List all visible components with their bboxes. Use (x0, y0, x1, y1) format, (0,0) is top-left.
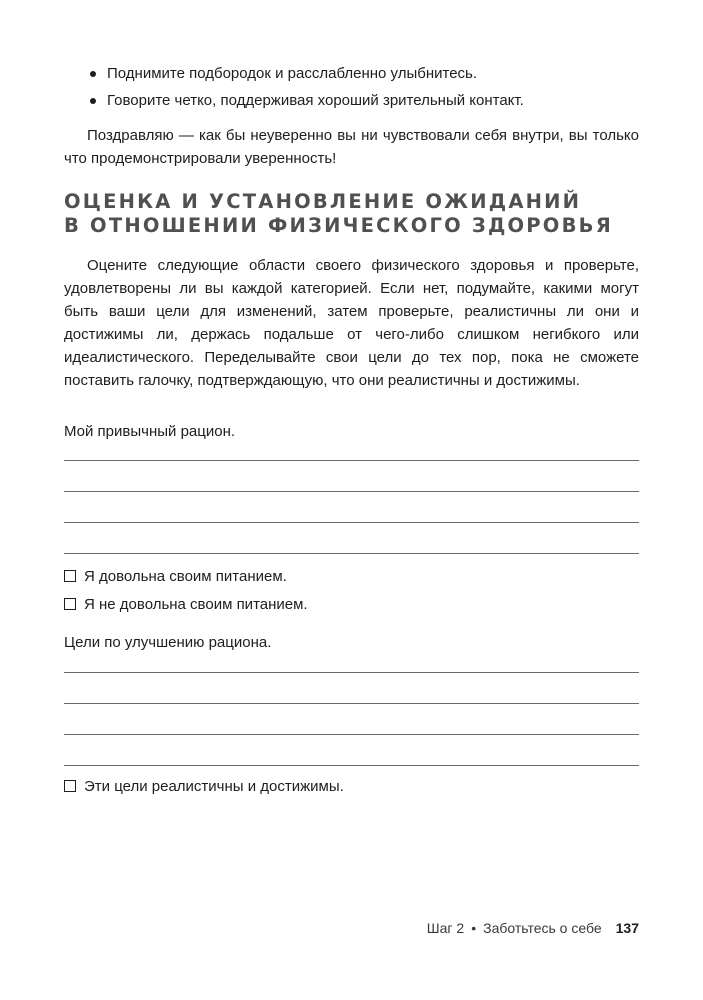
answer-line[interactable] (64, 703, 639, 704)
checkbox-icon[interactable] (64, 780, 76, 792)
checkbox-option-satisfied[interactable] (64, 565, 287, 588)
footer-step: Шаг 2 (426, 920, 465, 936)
list-item (64, 87, 639, 114)
answer-line[interactable] (64, 672, 639, 673)
checkbox-option-unsatisfied[interactable] (64, 593, 308, 616)
goals-prompt: Цели по улучшению рациона. (64, 634, 272, 651)
answer-line[interactable] (64, 460, 639, 461)
checkbox-option-realistic[interactable] (64, 775, 344, 798)
tip-text: Поднимите подбородок и расслабленно улыбнитесь. (107, 65, 478, 82)
bullet-icon (90, 98, 96, 104)
checkbox-icon[interactable] (64, 598, 76, 610)
footer-chapter: Заботьтесь о себе (483, 920, 602, 936)
footer-separator: • (471, 920, 477, 936)
checkbox-label: Эти цели реалистичны и достижимы. (84, 778, 344, 795)
answer-line[interactable] (64, 553, 639, 554)
checkbox-icon[interactable] (64, 570, 76, 582)
page-footer (427, 918, 639, 938)
list-item (64, 60, 639, 87)
intro-paragraph: Поздравляю — как бы неуверенно вы ни чувствовали себя внутри, вы только что продемонстрировали уверенность! (64, 127, 639, 167)
checkbox-label: Я довольна своим питанием. (84, 568, 287, 585)
instructions-paragraph: Оцените следующие области своего физического здоровья и проверьте, удовлетворены ли вы каждой категорией. Если нет, подумайте, какими могут быть ваши цели для изменений, затем проверьте, реалистичны ли они и достижимы ли, держась подальше от чего-либо слишком негибкого или идеалистического. Переделывайте свои цели до тех пор, пока не сможете поставить галочку, подтверждающую, что они реалистичны и достижимы. (64, 257, 639, 389)
tip-text: Говорите четко, поддерживая хороший зрительный контакт. (107, 92, 524, 109)
section-heading (64, 190, 644, 238)
diet-prompt: Мой привычный рацион. (64, 423, 236, 440)
tips-list (64, 60, 639, 114)
answer-line[interactable] (64, 734, 639, 735)
section-heading-line-1: ОЦЕНКА И УСТАНОВЛЕНИЕ ОЖИДАНИЙ (64, 190, 582, 213)
section-heading-line-2: В ОТНОШЕНИИ ФИЗИЧЕСКОГО ЗДОРОВЬЯ (64, 214, 613, 237)
answer-line[interactable] (64, 522, 639, 523)
bullet-icon (90, 71, 96, 77)
page-number: 137 (615, 920, 639, 936)
answer-line[interactable] (64, 491, 639, 492)
answer-line[interactable] (64, 765, 639, 766)
checkbox-label: Я не довольна своим питанием. (84, 596, 308, 613)
